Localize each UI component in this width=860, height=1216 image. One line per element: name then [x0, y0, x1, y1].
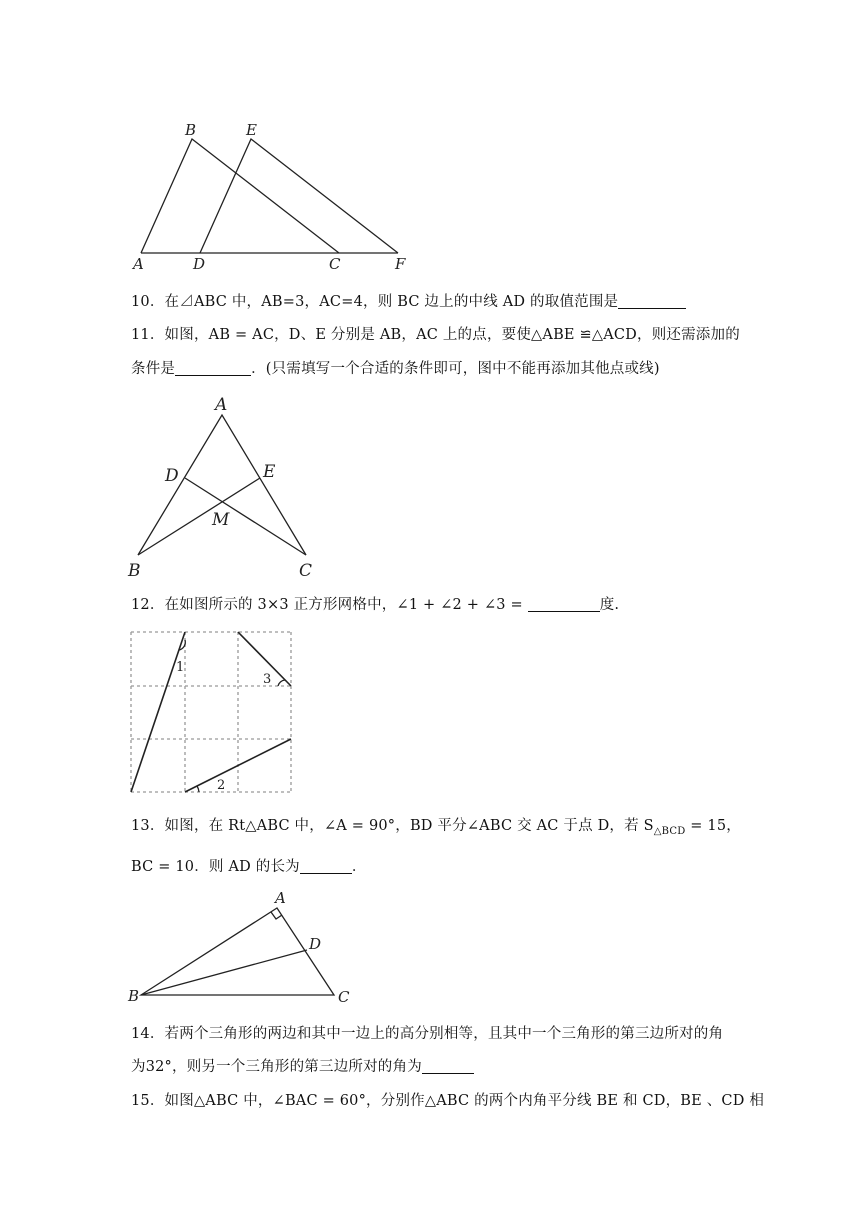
- figure-q11-triangle: [125, 390, 335, 585]
- question-13-text: 13．如图，在 Rt△ABC 中，∠A = 90°，BD 平分∠ABC 交 AC 于点 D，若 S: [131, 818, 654, 834]
- triangle-abc-sides: [141, 139, 339, 253]
- question-12: [131, 595, 619, 615]
- label-f: F: [395, 255, 406, 273]
- question-14-line-2-text: 为32°，则另一个三角形的第三边所对的角为: [131, 1059, 422, 1075]
- question-14-line-1: 14．若两个三角形的两边和其中一边上的高分别相等，且其中一个三角形的第三边所对的角: [131, 1026, 724, 1042]
- figure-q13-right-triangle: [125, 888, 365, 1008]
- question-13-line-2: [131, 857, 367, 877]
- triangle-def-sides: [200, 139, 398, 253]
- label-a: A: [215, 395, 228, 415]
- grid-lines: [131, 632, 291, 792]
- triangle-abc: [141, 908, 334, 995]
- label-angle-2: 2: [217, 778, 226, 793]
- label-angle-3: 3: [263, 672, 272, 687]
- label-c: C: [338, 988, 350, 1006]
- question-11-post: ．(只需填写一个合适的条件即可，图中不能再添加其他点或线): [251, 361, 660, 377]
- label-b: B: [128, 987, 140, 1005]
- question-14-line-2: [131, 1057, 474, 1077]
- segment-be: [138, 478, 260, 555]
- label-c: C: [299, 561, 313, 581]
- area-subscript: △BCD: [653, 825, 686, 837]
- answer-blank-q11[interactable]: [175, 361, 251, 376]
- figure-q9-triangles: [125, 115, 425, 275]
- arc-angle-2: [197, 786, 199, 792]
- figure-q12-grid: [130, 631, 294, 795]
- question-11-line-2: [131, 359, 660, 379]
- label-c: C: [329, 255, 341, 273]
- label-b: B: [185, 121, 197, 139]
- question-13-text-post: = 15，: [685, 818, 741, 834]
- question-13-line-2-text: BC = 10．则 AD 的长为: [131, 859, 300, 875]
- arc-angle-3: [278, 680, 285, 686]
- question-12-text: 12．在如图所示的 3×3 正方形网格中，∠1 + ∠2 + ∠3 =: [131, 597, 528, 613]
- label-m: M: [212, 510, 230, 530]
- label-a: A: [133, 255, 144, 273]
- question-13-line-2-post: ．: [351, 859, 367, 875]
- line-angle-1: [131, 632, 185, 792]
- question-10-text: 10．在⊿ABC 中，AB=3，AC=4，则 BC 边上的中线 AD 的取值范围是: [131, 294, 619, 310]
- question-10: [131, 292, 686, 312]
- question-11-line-1: 11．如图，AB = AC，D、E 分别是 AB，AC 上的点，要使△ABE ≌△ACD，则还需添加的: [131, 327, 740, 343]
- answer-blank-q12[interactable]: [528, 597, 600, 612]
- label-d: D: [193, 255, 206, 273]
- answer-blank-q13[interactable]: [300, 859, 352, 874]
- label-e: E: [263, 462, 276, 482]
- question-15-line-1: 15．如图△ABC 中，∠BAC = 60°，分别作△ABC 的两个内角平分线 BE 和 CD，BE 、CD 相: [131, 1093, 765, 1109]
- answer-blank-q14[interactable]: [422, 1059, 474, 1074]
- question-13-line-1: [131, 816, 741, 842]
- label-d: D: [165, 466, 179, 486]
- label-d: D: [309, 935, 322, 953]
- question-12-post: 度.: [599, 597, 620, 613]
- triangle-sides: [138, 415, 306, 555]
- label-a: A: [275, 889, 286, 907]
- question-11-pre: 条件是: [131, 361, 176, 377]
- answer-blank-q10[interactable]: [618, 294, 686, 309]
- label-b: B: [128, 561, 141, 581]
- bisector-bd: [141, 950, 307, 995]
- label-e: E: [246, 121, 257, 139]
- label-angle-1: 1: [176, 660, 185, 675]
- segment-cd: [185, 478, 306, 555]
